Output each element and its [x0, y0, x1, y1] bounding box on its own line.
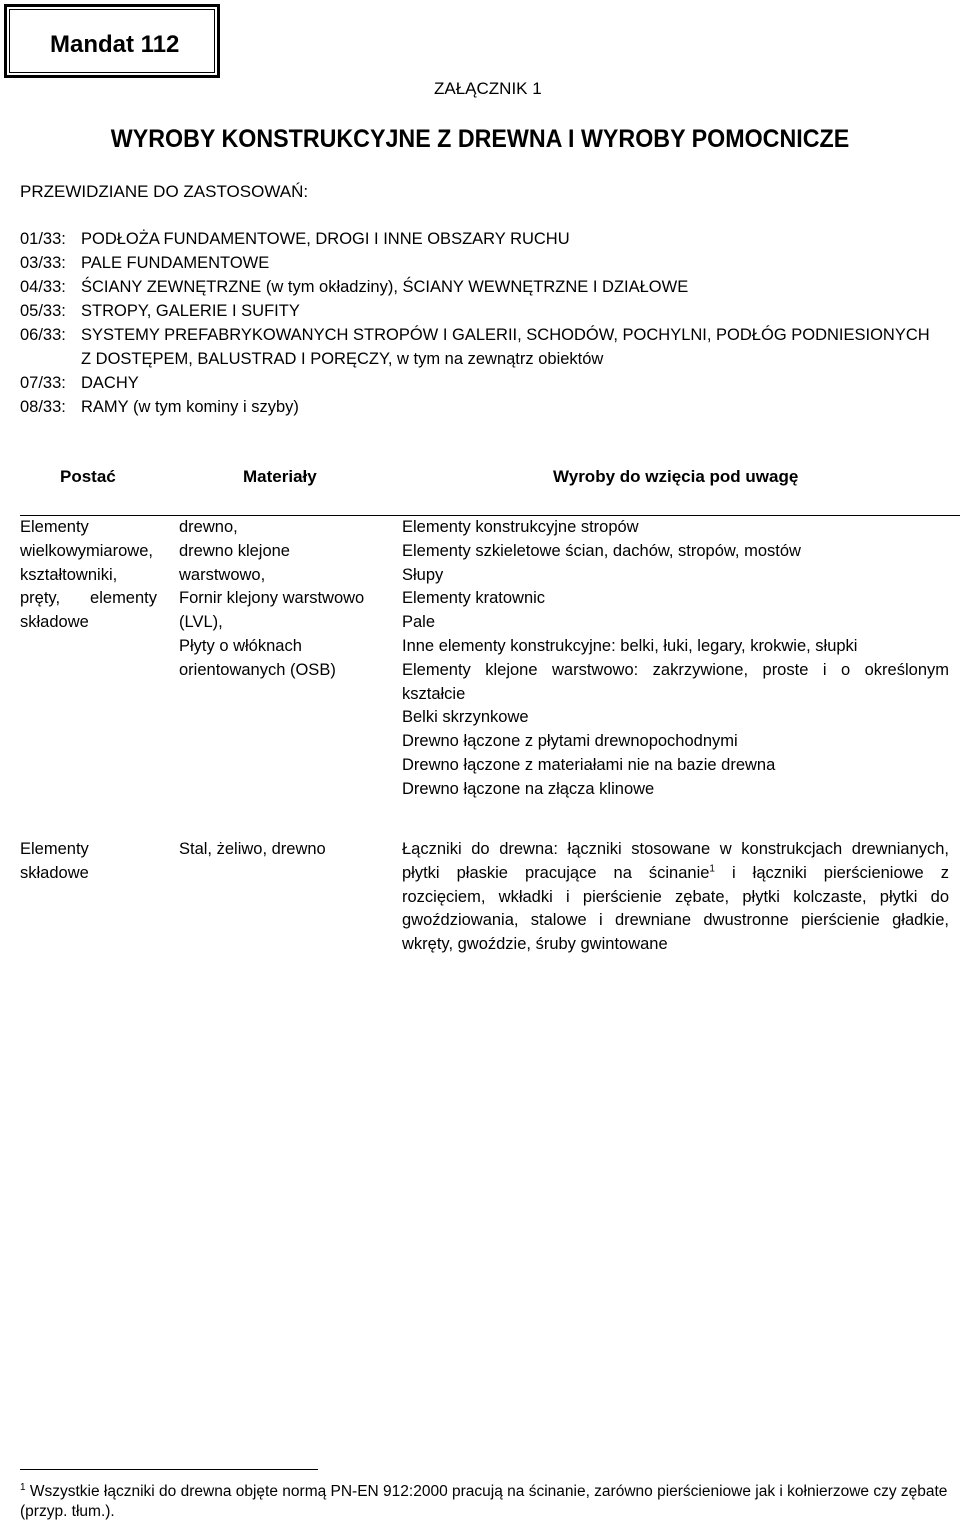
intro-text: PRZEWIDZIANE DO ZASTOSOWAŃ: — [20, 182, 309, 201]
product-line: Elementy kratownic — [402, 589, 546, 608]
use-text: PALE FUNDAMENTOWE — [81, 254, 270, 272]
cell-line: Płyty o włóknach — [179, 636, 302, 655]
product-line: Łączniki do drewna: łączniki stosowane w konstrukcjach drewnianych, — [402, 840, 949, 858]
product-line: Inne elementy konstrukcyjne: belki, łuki, legary, krokwie, słupki — [402, 636, 858, 655]
use-text: ŚCIANY ZEWNĘTRZNE (w tym okładziny), ŚCIANY WEWNĘTRZNE I DZIAŁOWE — [81, 278, 689, 296]
footnote-line: (przyp. tłum.). — [20, 1503, 115, 1520]
product-line — [402, 862, 949, 886]
cell-line: składowe — [20, 613, 89, 632]
cell-line: drewno, — [179, 518, 238, 536]
use-text: PODŁOŻA FUNDAMENTOWE, DROGI I INNE OBSZARY RUCHU — [81, 230, 570, 248]
use-text: DACHY — [81, 374, 139, 392]
use-text: SYSTEMY PREFABRYKOWANYCH STROPÓW I GALERII, SCHODÓW, POCHYLNI, PODŁÓG PODNIESIONYCH — [81, 326, 930, 344]
product-line: Elementy szkieletowe ścian, dachów, stropów, mostów — [402, 541, 801, 560]
use-code: 01/33: — [20, 230, 66, 248]
use-text: Z DOSTĘPEM, BALUSTRAD I PORĘCZY, w tym na zewnątrz obiektów — [81, 350, 604, 368]
text-span: płytki płaskie pracujące na ścinanie — [402, 863, 710, 882]
footnote-marker: 1 — [20, 1481, 26, 1493]
product-line: Pale — [402, 613, 436, 632]
use-code: 05/33: — [20, 302, 66, 320]
page-title: WYROBY KONSTRUKCYJNE Z DREWNA I WYROBY POMOCNICZE — [110, 125, 850, 153]
column-header-wyroby: Wyroby do wzięcia pod uwagę — [553, 467, 799, 486]
footnote-text: Wszystkie łączniki do drewna objęte normą PN-EN 912:2000 pracują na ścinanie, zarówno pierścieniowe jak i kołnierzowe czy zębate — [29, 1483, 948, 1500]
cell-line: Stal, żeliwo, drewno — [179, 840, 326, 858]
annex-label: ZAŁĄCZNIK 1 — [434, 79, 542, 98]
use-code: 08/33: — [20, 398, 66, 416]
cell-line: (LVL), — [179, 613, 223, 632]
product-line: rozcięciem, wkładki i pierścienie zębate, płytki kolczaste, płytki do — [402, 887, 949, 906]
cell-line: kształtowniki, — [20, 565, 118, 584]
product-line: Elementy klejone warstwowo: zakrzywione, proste i o określonym — [402, 660, 949, 679]
footnote-line — [20, 1482, 955, 1502]
cell-line: Elementy — [20, 518, 89, 536]
product-line: Drewno łączone na złącza klinowe — [402, 779, 655, 798]
row2-materialy-cell — [179, 838, 379, 862]
text-span: i łączniki pierścieniowe z — [714, 863, 949, 882]
cell-line: pręty, elementy — [20, 589, 157, 608]
row1-postac-cell — [20, 516, 157, 635]
use-code: 07/33: — [20, 374, 66, 392]
cell-line: Fornir klejony warstwowo — [179, 589, 365, 608]
cell-line: wielkowymiarowe, — [20, 541, 153, 560]
product-line: gwoździowania, stalowe i drewniane dwustronne pierścienie gładkie, — [402, 911, 949, 930]
product-line: wkręty, gwoździe, śruby gwintowane — [402, 935, 668, 954]
cell-line: składowe — [20, 863, 89, 882]
use-text: RAMY (w tym kominy i szyby) — [81, 398, 299, 416]
product-line: Słupy — [402, 565, 444, 584]
row2-postac-cell — [20, 838, 157, 886]
product-line: kształcie — [402, 684, 466, 703]
column-header-materialy: Materiały — [243, 467, 317, 486]
use-code: 03/33: — [20, 254, 66, 272]
row2-wyroby-cell — [402, 838, 949, 957]
cell-line: warstwowo, — [179, 565, 266, 584]
column-header-postac: Postać — [60, 467, 116, 486]
product-line: Drewno łączone z płytami drewnopochodnymi — [402, 732, 738, 751]
product-line: Elementy konstrukcyjne stropów — [402, 518, 639, 536]
row1-wyroby-cell — [402, 516, 949, 802]
footnote-divider — [20, 1469, 318, 1470]
cell-line: Elementy — [20, 840, 89, 858]
product-line: Drewno łączone z materiałami nie na bazie drewna — [402, 755, 776, 774]
use-text: STROPY, GALERIE I SUFITY — [81, 302, 300, 320]
product-line: Belki skrzynkowe — [402, 708, 529, 727]
row1-materialy-cell — [179, 516, 379, 683]
use-code: 04/33: — [20, 278, 66, 296]
mandat-box — [4, 4, 220, 78]
cell-line: orientowanych (OSB) — [179, 660, 336, 679]
footnote-ref: 1 — [709, 863, 715, 875]
mandat-label: Mandat 112 — [50, 31, 180, 58]
footnote — [20, 1482, 955, 1522]
cell-line: drewno klejone — [179, 541, 290, 560]
use-code: 06/33: — [20, 326, 66, 344]
